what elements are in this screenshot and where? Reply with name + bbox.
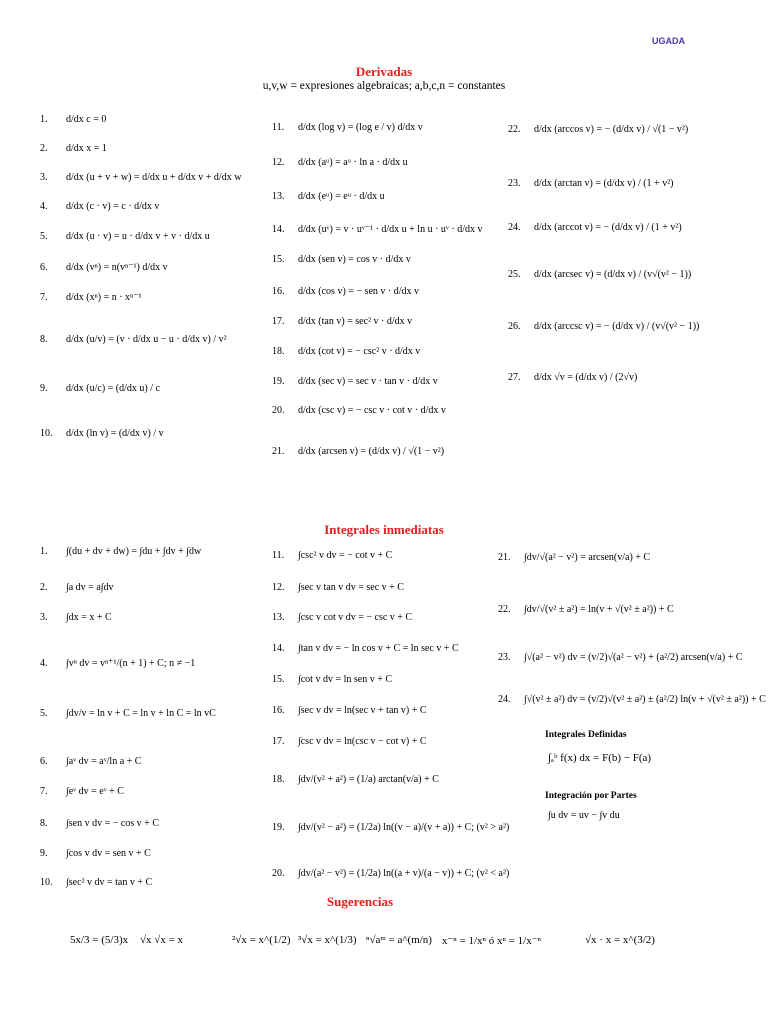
formula-text: d/dx (csc v) = − csc v · cot v · d/dx v — [298, 405, 446, 416]
formula-row — [272, 122, 423, 133]
brand-logo-text: UGADA — [652, 36, 685, 46]
formula-number: 22. — [508, 124, 521, 135]
formula-number: 16. — [272, 705, 285, 716]
formula-row — [272, 868, 509, 879]
formula-number: 11. — [272, 122, 285, 133]
formula-row — [272, 191, 385, 202]
formula-row — [508, 269, 691, 280]
formula-row — [272, 822, 509, 833]
sugerencia-item: ³√x = x^(1/3) — [298, 934, 357, 946]
formula-row — [40, 114, 106, 125]
sugerencia-item: x⁻ⁿ = 1/xⁿ ó xⁿ = 1/x⁻ⁿ — [442, 935, 541, 947]
formula-number: 9. — [40, 383, 48, 394]
formula-row — [40, 612, 112, 623]
formula-row — [498, 694, 766, 705]
formula-text: d/dx (arcsec v) = (d/dx v) / (v√(v² − 1)) — [534, 269, 692, 280]
formula-row — [272, 316, 412, 327]
formula-row — [498, 552, 650, 563]
formula-text: ∫dv/(v² + a²) = (1/a) arctan(v/a) + C — [298, 774, 439, 785]
formula-row — [272, 612, 412, 623]
formula-number: 2. — [40, 582, 48, 593]
formula-row — [272, 736, 427, 747]
formula-row — [40, 172, 241, 183]
formula-text: d/dx √v = (d/dx v) / (2√v) — [534, 372, 638, 383]
sugerencia-item: 5x/3 = (5/3)x — [70, 934, 129, 946]
formula-text: d/dx (arccsc v) = − (d/dx v) / (v√(v² − 1)) — [534, 321, 700, 332]
formula-row — [272, 774, 439, 785]
formula-row — [40, 848, 151, 859]
sugerencia-item: √x √x = x — [140, 934, 184, 946]
formula-number: 19. — [272, 376, 285, 387]
sugerencias-title: Sugerencias — [326, 894, 394, 909]
formula-row — [508, 124, 688, 135]
formula-number: 11. — [272, 550, 285, 561]
formula-row — [40, 292, 141, 303]
formula-number: 12. — [272, 157, 285, 168]
formula-number: 14. — [272, 643, 285, 654]
formula-text: d/dx (sec v) = sec v · tan v · d/dx v — [298, 376, 438, 387]
formula-text: ∫√(a² − v²) dv = (v/2)√(a² − v²) + (a²/2) arcsen(v/a) + C — [524, 652, 743, 663]
formula-number: 25. — [508, 269, 521, 280]
formula-number: 5. — [40, 231, 48, 242]
formula-text: ∫dv/(a² − v²) = (1/2a) ln((a + v)/(a − v)) + C; (v² < a²) — [298, 868, 510, 879]
formula-text: ∫dv/(v² − a²) = (1/2a) ln((v − a)/(v + a)) + C; (v² > a²) — [298, 822, 510, 833]
formula-text: ∫a dv = a∫dv — [66, 582, 114, 593]
formula-text: ∫sen v dv = − cos v + C — [66, 818, 159, 829]
formula-row — [40, 334, 227, 345]
formula-text: d/dx (eᵘ) = eᵘ · d/dx u — [298, 191, 385, 202]
derivadas-title: Derivadas — [355, 64, 413, 79]
formula-row — [40, 231, 210, 242]
formula-number: 1. — [40, 114, 48, 125]
formula-text: ∫aᵛ dv = aᵛ/ln a + C — [66, 756, 142, 767]
formula-text: ∫dx = x + C — [66, 612, 112, 623]
formula-text: d/dx (cot v) = − csc² v · d/dx v — [298, 346, 421, 357]
formula-row — [40, 143, 107, 154]
formula-text: d/dx (u · v) = u · d/dx v + v · d/dx u — [66, 231, 210, 242]
formula-number: 12. — [272, 582, 285, 593]
formula-number: 21. — [498, 552, 511, 563]
formula-row — [40, 818, 159, 829]
formula-text: ∫sec v dv = ln(sec v + tan v) + C — [298, 705, 427, 716]
formula-text: d/dx (tan v) = sec² v · d/dx v — [298, 316, 413, 327]
formula-number: 17. — [272, 736, 285, 747]
formula-number: 24. — [508, 222, 521, 233]
formula-number: 8. — [40, 334, 48, 345]
formula-text: d/dx c = 0 — [66, 114, 107, 125]
formula-number: 16. — [272, 286, 285, 297]
formula-row — [272, 582, 404, 593]
formula-row — [40, 546, 201, 557]
formula-number: 6. — [40, 262, 48, 273]
formula-row — [40, 428, 164, 439]
formula-number: 1. — [40, 546, 48, 557]
derivadas-subtitle: u,v,w = expresiones algebraicas; a,b,c,n = constantes — [262, 80, 506, 92]
formula-row — [498, 652, 743, 663]
formula-number: 17. — [272, 316, 285, 327]
formula-text: ∫csc² v dv = − cot v + C — [298, 550, 393, 561]
formula-number: 18. — [272, 774, 285, 785]
formula-text: ∫vⁿ dv = vⁿ⁺¹/(n + 1) + C; n ≠ −1 — [66, 658, 196, 669]
formula-text: ∫sec v tan v dv = sec v + C — [298, 582, 404, 593]
formula-row — [508, 222, 682, 233]
formula-text: d/dx (xⁿ) = n · xⁿ⁻¹ — [66, 292, 142, 303]
integrales-definidas-formula: ∫ₐᵇ f(x) dx = F(b) − F(a) — [548, 752, 652, 764]
sugerencia-item: ⁿ√aᵐ = a^(m/n) — [366, 934, 432, 946]
formula-row — [272, 254, 411, 265]
formula-row — [40, 756, 141, 767]
formula-row — [272, 405, 446, 416]
formula-text: ∫csc v cot v dv = − csc v + C — [298, 612, 413, 623]
formula-row — [272, 157, 408, 168]
formula-row — [272, 674, 392, 685]
formula-row — [40, 201, 159, 212]
formula-text: d/dx x = 1 — [66, 143, 107, 154]
sugerencia-item: √x · x = x^(3/2) — [585, 934, 655, 946]
formula-number: 10. — [40, 428, 53, 439]
formula-text: ∫√(v² ± a²) dv = (v/2)√(v² ± a²) ± (a²/2) ln(v + √(v² ± a²)) + C — [524, 694, 766, 705]
formula-number: 6. — [40, 756, 48, 767]
formula-text: d/dx (arccot v) = − (d/dx v) / (1 + v²) — [534, 222, 682, 233]
formula-text: d/dx (u + v + w) = d/dx u + d/dx v + d/dx w — [66, 172, 242, 183]
formula-text: d/dx (uᵛ) = v · uᵛ⁻¹ · d/dx u + ln u · uᵛ · d/dx v — [298, 224, 483, 235]
formula-row — [272, 705, 427, 716]
formula-row — [508, 372, 637, 383]
formula-row — [272, 346, 420, 357]
formula-text: ∫tan v dv = − ln cos v + C = ln sec v + C — [298, 643, 459, 654]
formula-text: d/dx (vⁿ) = n(vⁿ⁻¹) d/dx v — [66, 262, 168, 273]
formula-number: 4. — [40, 201, 48, 212]
formula-number: 13. — [272, 612, 285, 623]
integracion-partes-formula: ∫u dv = uv − ∫v du — [548, 810, 620, 821]
integrales-title: Integrales inmediatas — [324, 522, 444, 537]
formula-row — [40, 708, 216, 719]
formula-number: 20. — [272, 405, 285, 416]
formula-number: 20. — [272, 868, 285, 879]
formula-text: ∫eᵛ dv = eᵛ + C — [66, 786, 124, 797]
formula-row — [498, 604, 674, 615]
formula-number: 5. — [40, 708, 48, 719]
formula-row — [40, 582, 114, 593]
formula-row — [272, 550, 392, 561]
formula-row — [40, 877, 152, 888]
formula-text: d/dx (c · v) = c · d/dx v — [66, 201, 160, 212]
formula-number: 4. — [40, 658, 48, 669]
formula-number: 26. — [508, 321, 521, 332]
integrales-definidas-label: Integrales Definidas — [545, 730, 627, 740]
formula-text: d/dx (aᵘ) = aᵘ · ln a · d/dx u — [298, 157, 408, 168]
formula-text: d/dx (arctan v) = (d/dx v) / (1 + v²) — [534, 178, 674, 189]
formula-row — [272, 643, 459, 654]
formula-number: 24. — [498, 694, 511, 705]
formula-number: 10. — [40, 877, 53, 888]
formula-number: 3. — [40, 612, 48, 623]
formula-row — [272, 446, 444, 457]
formula-number: 23. — [498, 652, 511, 663]
formula-number: 27. — [508, 372, 521, 383]
formula-number: 7. — [40, 292, 48, 303]
formula-number: 7. — [40, 786, 48, 797]
formula-text: d/dx (ln v) = (d/dx v) / v — [66, 428, 164, 439]
formula-number: 3. — [40, 172, 48, 183]
formula-text: ∫cos v dv = sen v + C — [66, 848, 151, 859]
formula-text: d/dx (arccos v) = − (d/dx v) / √(1 − v²) — [534, 124, 689, 135]
formula-row — [508, 178, 674, 189]
formula-number: 19. — [272, 822, 285, 833]
sugerencia-item: ²√x = x^(1/2) — [232, 934, 291, 946]
formula-row — [272, 376, 438, 387]
formula-text: d/dx (u/v) = (v · d/dx u − u · d/dx v) / v² — [66, 334, 227, 345]
integracion-partes-label: Integración por Partes — [545, 791, 637, 801]
formula-number: 13. — [272, 191, 285, 202]
formula-row — [272, 224, 482, 235]
formula-text: ∫sec² v dv = tan v + C — [66, 877, 153, 888]
formula-text: d/dx (cos v) = − sen v · d/dx v — [298, 286, 419, 297]
formula-row — [40, 262, 168, 273]
formula-number: 9. — [40, 848, 48, 859]
formula-text: ∫dv/√(a² − v²) = arcsen(v/a) + C — [524, 552, 651, 563]
formula-number: 14. — [272, 224, 285, 235]
formula-row — [40, 658, 195, 669]
formula-text: d/dx (log v) = (log e / v) d/dx v — [298, 122, 423, 133]
formula-row — [40, 786, 124, 797]
formula-number: 23. — [508, 178, 521, 189]
formula-row — [272, 286, 419, 297]
formula-number: 22. — [498, 604, 511, 615]
formula-text: ∫(du + dv + dw) = ∫du + ∫dv + ∫dw — [66, 546, 202, 557]
formula-number: 2. — [40, 143, 48, 154]
formula-row — [40, 383, 160, 394]
formula-text: ∫dv/√(v² ± a²) = ln(v + √(v² ± a²)) + C — [524, 604, 674, 615]
formula-row — [508, 321, 699, 332]
formula-text: ∫dv/v = ln v + C = ln v + ln C = ln vC — [66, 708, 216, 719]
formula-number: 15. — [272, 254, 285, 265]
formula-text: d/dx (u/c) = (d/dx u) / c — [66, 383, 160, 394]
formula-text: d/dx (arcsen v) = (d/dx v) / √(1 − v²) — [298, 446, 445, 457]
formula-number: 21. — [272, 446, 285, 457]
formula-number: 18. — [272, 346, 285, 357]
formula-text: ∫csc v dv = ln(csc v − cot v) + C — [298, 736, 427, 747]
formula-text: ∫cot v dv = ln sen v + C — [298, 674, 393, 685]
formula-text: d/dx (sen v) = cos v · d/dx v — [298, 254, 411, 265]
formula-number: 8. — [40, 818, 48, 829]
formula-number: 15. — [272, 674, 285, 685]
